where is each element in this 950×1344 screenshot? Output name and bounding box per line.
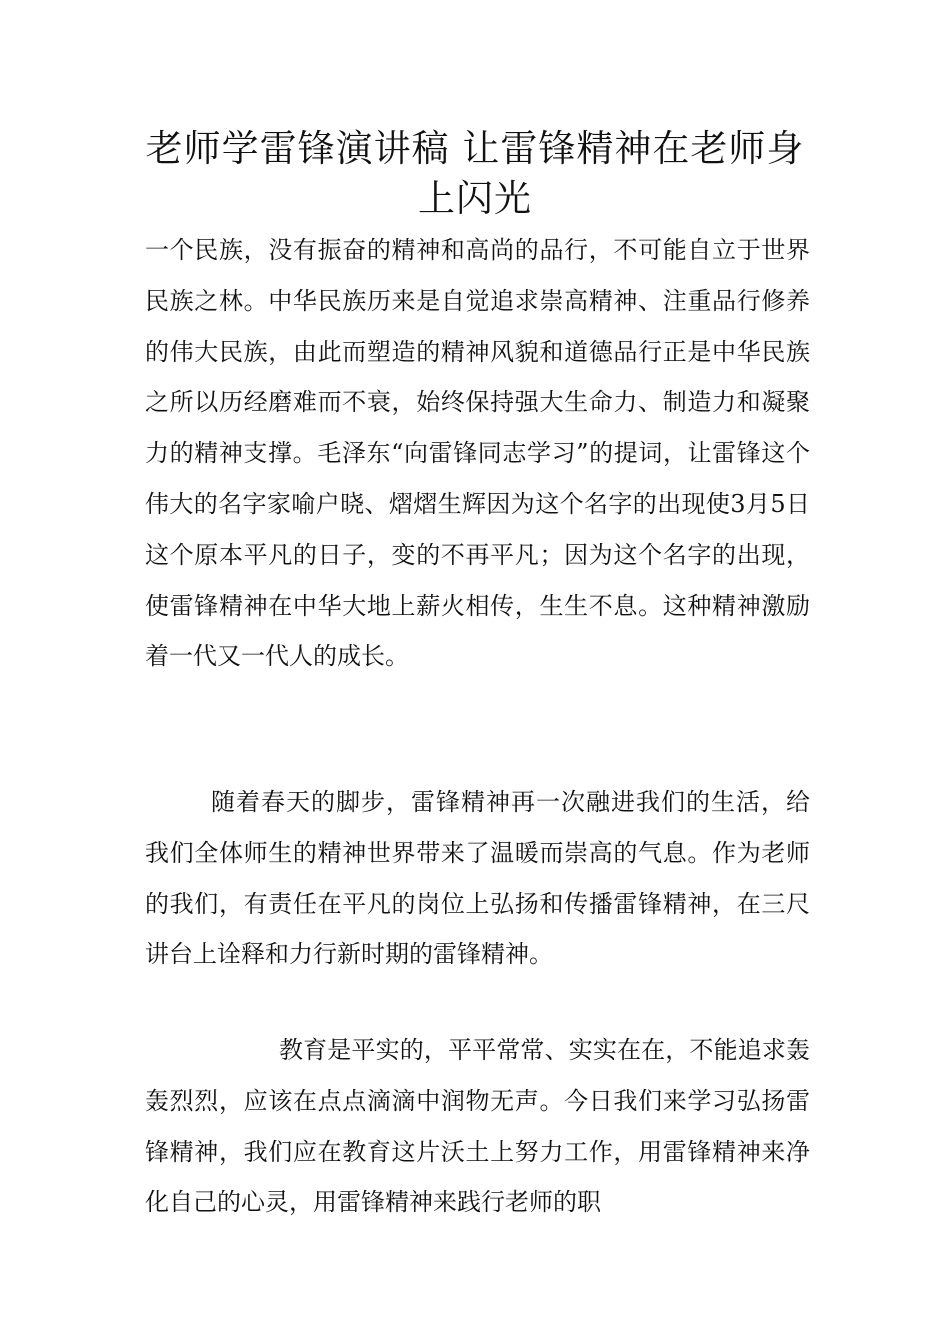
paragraph-3 xyxy=(145,1025,810,1228)
paragraph-text: 一个民族，没有振奋的精神和高尚的品行，不可能自立于世界民族之林。中华民族历来是自觉追求崇高精神、注重品行修养的伟大民族，由此而塑造的精神风貌和道德品行正是中华民族之所以历经磨难而不衰，始终保持强大生命力、制造力和凝聚力的精神支撑。毛泽东“向雷锋同志学习”的提词，让雷锋这个伟大的名字家喻户晓、熠熠生辉因为这个名字的出现使3月5日这个原本平凡的日子，变的不再平凡；因为这个名字的出现，使雷锋精神在中华大地上薪火相传，生生不息。这种精神激励着一代又一代人的成长。 xyxy=(145,236,810,671)
document-title: 老师学雷锋演讲稿 让雷锋精神在老师身上闪光 xyxy=(145,127,805,220)
paragraph-1 xyxy=(145,225,810,682)
paragraph-text: 随着春天的脚步，雷锋精神再一次融进我们的生活，给我们全体师生的精神世界带来了温暖而崇高的气息。作为老师的我们，有责任在平凡的岗位上弘扬和传播雷锋精神，在三尺讲台上诠释和力行新时期的雷锋精神。 xyxy=(145,788,810,969)
paragraph-text: 教育是平实的，平平常常、实实在在，不能追求轰轰烈烈，应该在点点滴滴中润物无声。今日我们来学习弘扬雷锋精神，我们应在教育这片沃土上努力工作，用雷锋精神来净化自己的心灵，用雷锋精神来践行老师的职 xyxy=(145,1036,810,1217)
paragraph-2 xyxy=(145,777,810,980)
